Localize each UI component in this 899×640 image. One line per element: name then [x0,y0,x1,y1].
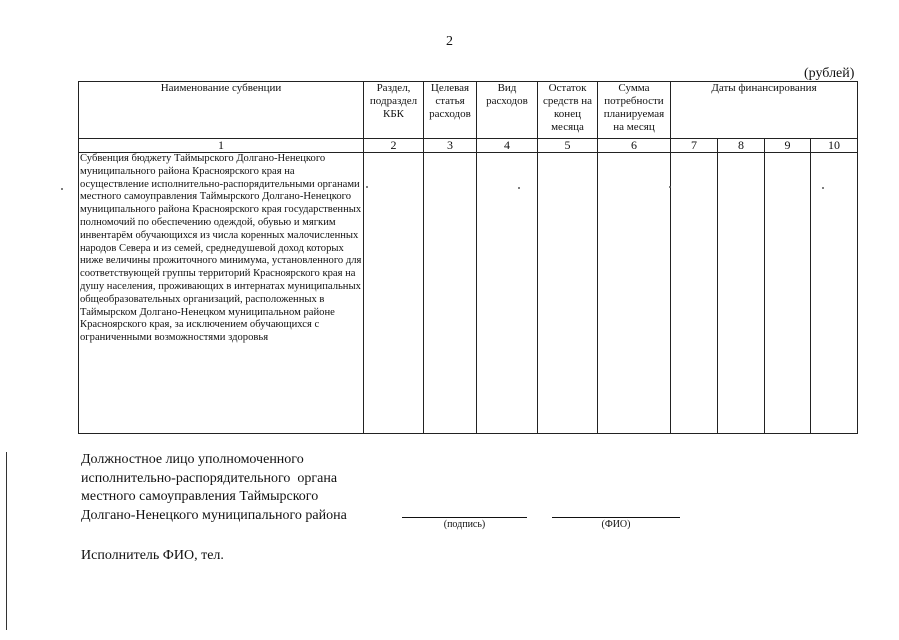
cell-type [477,153,538,434]
scan-speck [518,187,520,189]
header-row [79,82,858,139]
subvention-name: Субвенция бюджету Таймырского Долгано-Ненецкого муниципального района Красноярского края на осуществление исполнительно-распорядительными органами местного самоуправления Таймырского Долгано-Ненецкого муниципального района Красноярского края государственных полномочий по обеспечению одеждой, обувью и мягким инвентарём обучающихся из числа коренных малочисленных народов Севера и из семей, среднедушевой доход которых ниже величины прожиточного минимума, установленного для соответствующей группы территорий Красноярского края на душу населения, проживающих в интернатах муниципальных общеобразовательных организаций, расположенных в Таймырском Долгано-Ненецком муниципальном районе Красноярского края, за исключением обучающихся с ограниченными возможностями здоровья [79,153,364,434]
cell-date-2 [718,153,765,434]
column-number: 3 [424,139,477,153]
page-number: 2 [446,34,453,49]
column-number: 6 [598,139,671,153]
header-balance: Остаток средств на конец месяца [538,82,598,139]
header-type: Вид расходов [477,82,538,139]
scan-speck [61,188,63,190]
official-line: исполнительно-распорядительного органа [81,470,338,486]
column-number: 1 [79,139,364,153]
header-dates: Даты финансирования [671,82,858,139]
cell-date-1 [671,153,718,434]
scan-speck [366,186,368,188]
column-number: 4 [477,139,538,153]
signature-line [402,517,527,518]
column-number-row [79,139,858,153]
units-label: (рублей) [804,66,855,81]
name-caption: (ФИО) [601,519,631,530]
official-line: Должностное лицо уполномоченного [81,452,304,467]
scan-speck [669,186,671,188]
column-number: 2 [364,139,424,153]
cell-amount [598,153,671,434]
scan-speck [822,187,824,189]
cell-date-4 [811,153,858,434]
official-line: Долгано-Ненецкого муниципального района [81,507,347,523]
cell-section [364,153,424,434]
header-amount: Сумма потребности планируемая на месяц [598,82,671,139]
header-target: Целевая статья расходов [424,82,477,139]
executor-line: Исполнитель ФИО, тел. [81,548,224,563]
header-section: Раздел, подраздел КБК [364,82,424,139]
column-number: 10 [811,139,858,153]
subvention-table [78,81,858,434]
header-name: Наименование субвенции [79,82,364,139]
column-number: 8 [718,139,765,153]
official-title [81,451,347,525]
column-number: 7 [671,139,718,153]
column-number: 5 [538,139,598,153]
cell-target [424,153,477,434]
cell-date-3 [765,153,811,434]
scan-margin-line [6,452,7,630]
cell-balance [538,153,598,434]
official-line: местного самоуправления Таймырского [81,489,319,504]
column-number: 9 [765,139,811,153]
table-row [79,153,858,434]
signature-caption: (подпись) [443,519,486,530]
name-line [552,517,680,518]
